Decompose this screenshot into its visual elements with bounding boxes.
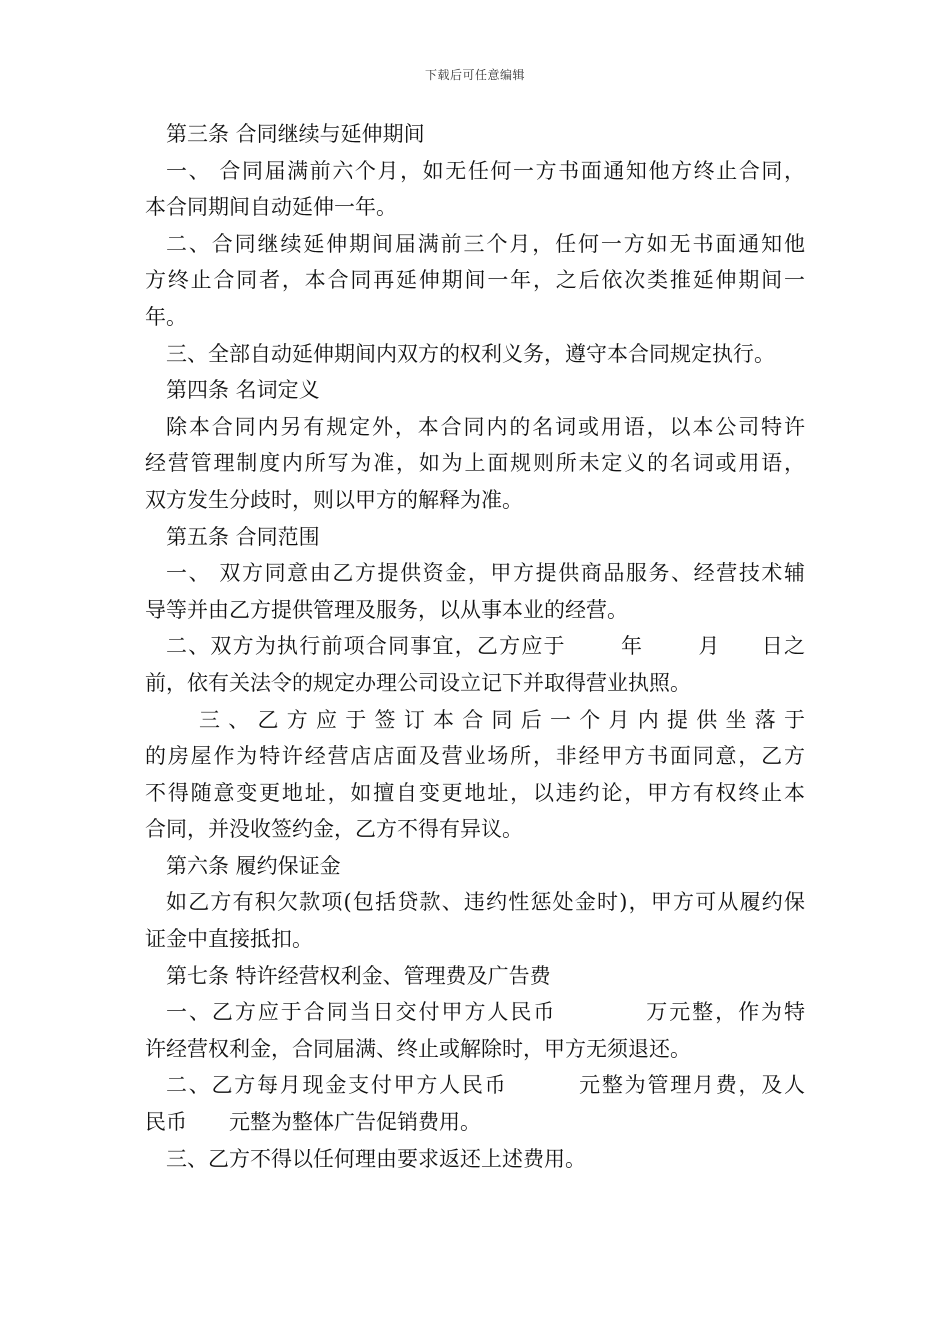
article-5-clause-2-line-1 (145, 628, 805, 665)
article-4-clause-1-line-2: 经营管理制度内所写为准，如为上面规则所未定义的名词或用语， (145, 451, 805, 476)
article-5-clause-3-line-1: 三、乙方应于签订本合同后一个月内提供坐落于 (199, 707, 805, 732)
article-3-clause-2-line-1: 二、合同继续延伸期间届满前三个月，任何一方如无书面通知他 (166, 231, 805, 256)
month-label: 月 (697, 634, 721, 659)
article-7-clause-2-text-d: 元整为整体广告促销费用。 (229, 1110, 481, 1135)
article-7-clause-1-text-a: 一、乙方应于合同当日交付甲方人民币 (166, 1000, 557, 1025)
article-7-clause-2-text-c: 民币 (145, 1110, 187, 1135)
article-5-clause-3-line-3: 不得随意变更地址，如擅自变更地址，以违约论，甲方有权终止本 (145, 780, 805, 805)
article-5-clause-2-line-2: 前，依有关法令的规定办理公司设立记下并取得营业执照。 (145, 670, 691, 695)
article-3-clause-2-line-3: 年。 (145, 304, 187, 329)
article-7-clause-3-line-1: 三、乙方不得以任何理由要求返还上述费用。 (166, 1146, 586, 1171)
article-5-title: 第五条 合同范围 (166, 524, 320, 549)
article-5-clause-2-text: 二、双方为执行前项合同事宜，乙方应于 (166, 634, 566, 659)
article-7-clause-1-line-1 (145, 994, 805, 1031)
article-7-clause-2-text-a: 二、乙方每月现金支付甲方人民币 (166, 1073, 508, 1098)
article-7-title: 第七条 特许经营权利金、管理费及广告费 (166, 963, 551, 988)
article-4-title: 第四条 名词定义 (166, 378, 320, 403)
day-label: 日之 (760, 634, 806, 659)
article-7-clause-2-text-b: 元整为管理月费，及人 (577, 1073, 806, 1098)
article-7-clause-1-line-2: 许经营权利金，合同届满、终止或解除时，甲方无须退还。 (145, 1036, 691, 1061)
article-7-clause-1-text-b: 万元整，作为特 (644, 1000, 806, 1025)
article-5-clause-3-line-2: 的房屋作为特许经营店店面及营业场所，非经甲方书面同意，乙方 (145, 744, 805, 769)
article-5-clause-3-line-4: 合同，并没收签约金，乙方不得有异议。 (145, 817, 523, 842)
article-6-clause-1-line-1: 如乙方有积欠款项(包括贷款、违约性惩处金时)，甲方可从履约保 (166, 890, 805, 915)
article-7-clause-2-line-2 (145, 1104, 805, 1141)
article-3-clause-2-line-2: 方终止合同者，本合同再延伸期间一年，之后依次类推延伸期间一 (145, 268, 805, 293)
article-3-title: 第三条 合同继续与延伸期间 (166, 122, 425, 146)
article-4-clause-1-line-3: 双方发生分歧时，则以甲方的解释为准。 (145, 487, 523, 512)
contract-body (145, 116, 805, 1177)
article-5-clause-1-line-1: 一、 双方同意由乙方提供资金，甲方提供商品服务、经营技术辅 (166, 561, 805, 586)
article-5-clause-1-line-2: 导等并由乙方提供管理及服务，以从事本业的经营。 (145, 597, 628, 622)
year-label: 年 (619, 634, 644, 659)
article-7-clause-2-line-1 (145, 1067, 805, 1104)
article-3-clause-3-line-1: 三、全部自动延伸期间内双方的权利义务，遵守本合同规定执行。 (166, 341, 775, 366)
article-6-title: 第六条 履约保证金 (166, 853, 341, 878)
article-3-clause-1-line-1: 一、 合同届满前六个月，如无任何一方书面通知他方终止合同， (166, 158, 805, 183)
page-header-note: 下载后可任意编辑 (424, 68, 525, 82)
article-4-clause-1-line-1: 除本合同内另有规定外，本合同内的名词或用语，以本公司特许 (166, 414, 805, 439)
article-3-clause-1-line-2: 本合同期间自动延伸一年。 (145, 195, 397, 220)
article-6-clause-1-line-2: 证金中直接抵扣。 (145, 927, 313, 952)
